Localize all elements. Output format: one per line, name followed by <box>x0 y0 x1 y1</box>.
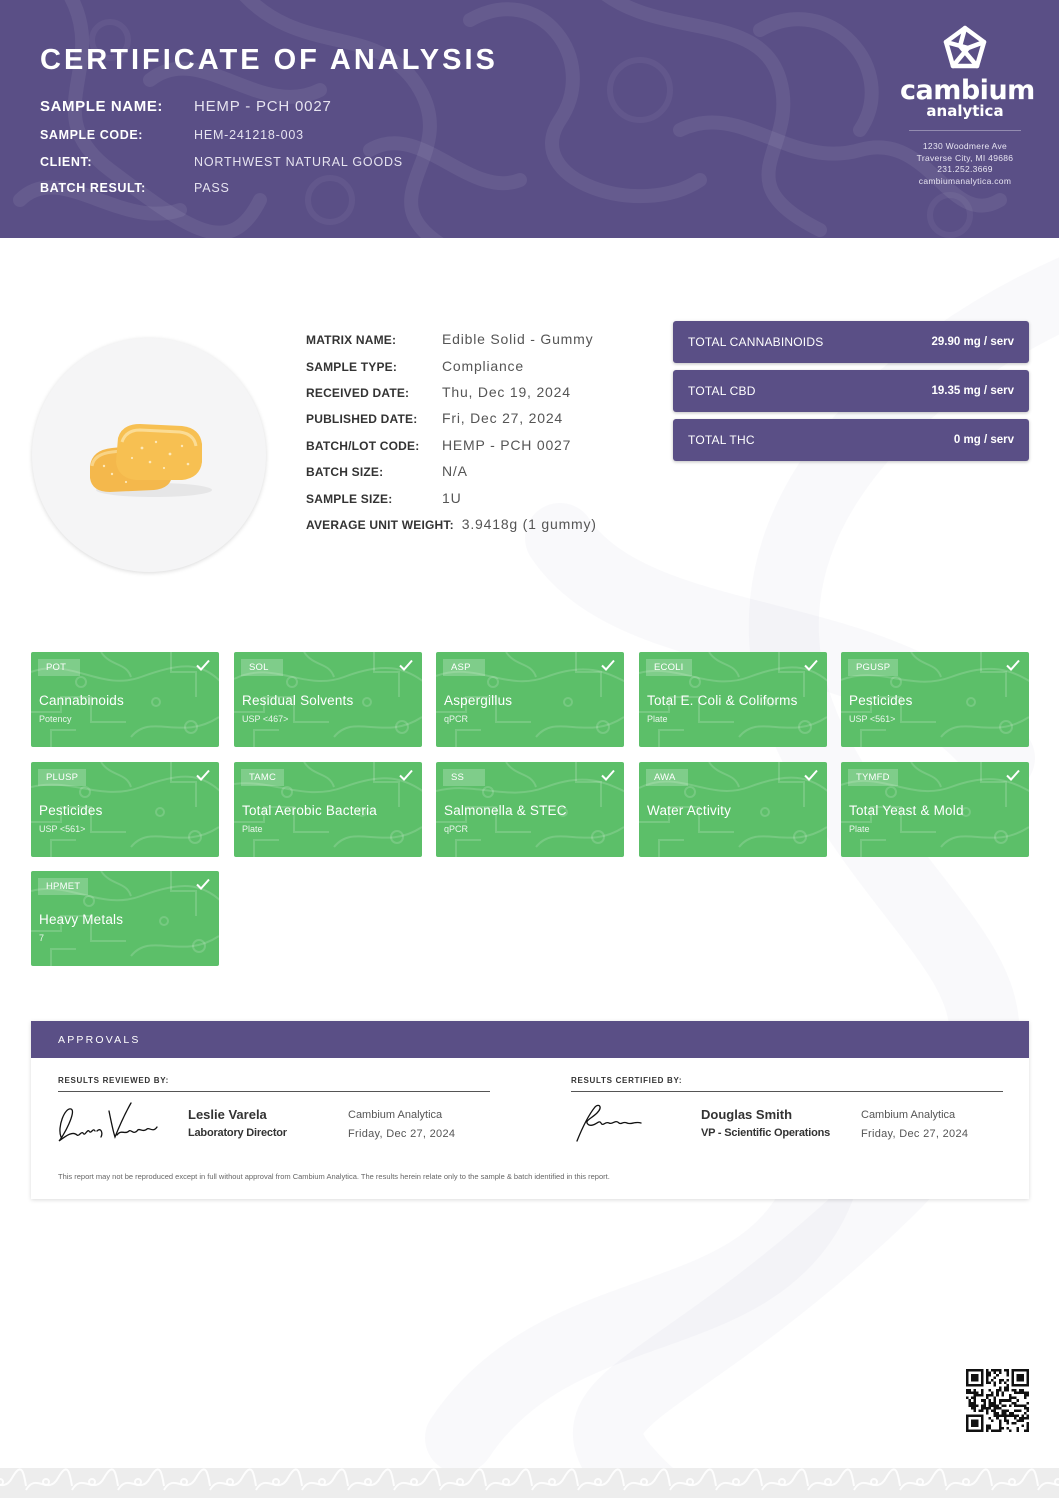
test-method: 7 <box>39 933 45 943</box>
batch-size-label: BATCH SIZE: <box>306 465 384 479</box>
total-thc-label: TOTAL THC <box>688 433 755 447</box>
test-code-badge: AWA <box>646 769 688 786</box>
pentagon-knot-icon <box>938 22 992 76</box>
sample-name-label: SAMPLE NAME: <box>40 98 164 115</box>
approvals-title: APPROVALS <box>31 1021 1029 1058</box>
test-tile[interactable] <box>436 762 624 857</box>
batch-result-label: BATCH RESULT: <box>40 181 146 195</box>
batch-result-value: PASS <box>194 181 230 195</box>
test-name: Cannabinoids <box>39 693 124 708</box>
test-code-badge: POT <box>38 659 80 676</box>
reviewed-divider <box>58 1091 490 1092</box>
certified-by-label: RESULTS CERTIFIED BY: <box>571 1076 683 1085</box>
certifier-name: Douglas Smith <box>701 1107 793 1122</box>
pass-check-icon <box>196 659 210 671</box>
pass-check-icon <box>196 769 210 781</box>
client-row <box>40 155 403 169</box>
pass-check-icon <box>804 769 818 781</box>
footer-pattern-band <box>0 1468 1059 1498</box>
total-cannabinoids-value: 29.90 mg / serv <box>931 336 1014 348</box>
received-date-row <box>306 384 571 400</box>
test-method: Plate <box>647 714 668 724</box>
pass-check-icon <box>804 659 818 671</box>
qr-code[interactable] <box>966 1369 1029 1432</box>
total-cbd-card <box>673 370 1029 412</box>
reviewed-by-label: RESULTS REVIEWED BY: <box>58 1076 170 1085</box>
test-method: USP <561> <box>39 824 86 834</box>
test-method: qPCR <box>444 824 469 834</box>
reviewer-date: Friday, Dec 27, 2024 <box>348 1128 456 1140</box>
test-tile[interactable] <box>31 762 219 857</box>
lab-address-line1: 1230 Woodmere Ave <box>922 141 1008 151</box>
test-tile[interactable] <box>234 652 422 747</box>
batch-size-row <box>306 463 468 479</box>
test-name: Salmonella & STEC <box>444 803 567 818</box>
unit-weight-value: 3.9418g (1 gummy) <box>461 516 597 532</box>
batch-result-row <box>40 181 230 195</box>
test-name: Aspergillus <box>444 693 513 708</box>
certifier-company: Cambium Analytica <box>861 1109 956 1121</box>
reviewer-signature <box>51 1097 163 1149</box>
lab-logo <box>900 22 1035 187</box>
test-code-badge: TAMC <box>241 769 284 786</box>
approvals-panel <box>31 1021 1029 1199</box>
test-name: Pesticides <box>849 693 913 708</box>
pass-check-icon <box>601 769 615 781</box>
footer-pattern <box>0 1468 1059 1498</box>
certifier-role: VP - Scientific Operations <box>701 1127 831 1139</box>
test-method: Potency <box>39 714 72 724</box>
sample-code-label: SAMPLE CODE: <box>40 128 144 142</box>
certified-divider <box>571 1091 1003 1092</box>
test-name: Heavy Metals <box>39 912 124 927</box>
received-date-value: Thu, Dec 19, 2024 <box>442 384 571 400</box>
sample-type-row <box>306 358 524 374</box>
sample-size-label: SAMPLE SIZE: <box>306 492 393 506</box>
published-date-label: PUBLISHED DATE: <box>306 412 418 426</box>
test-name: Total Aerobic Bacteria <box>242 803 377 818</box>
test-method: Plate <box>242 824 263 834</box>
sample-name-value: HEMP - PCH 0027 <box>194 98 332 115</box>
sample-size-row <box>306 490 462 506</box>
test-tile[interactable] <box>31 871 219 966</box>
product-photo <box>32 338 266 572</box>
sample-type-value: Compliance <box>442 358 524 374</box>
test-tile[interactable] <box>639 762 827 857</box>
test-name: Total Yeast & Mold <box>849 803 964 818</box>
matrix-name-value: Edible Solid - Gummy <box>442 331 594 347</box>
test-tile[interactable] <box>234 762 422 857</box>
sample-name-row <box>40 98 332 115</box>
test-code-badge: SS <box>443 769 485 786</box>
test-code-badge: SOL <box>241 659 283 676</box>
sample-code-value: HEM-241218-003 <box>194 128 304 142</box>
lab-phone: 231.252.3669 <box>937 164 993 174</box>
total-cbd-label: TOTAL CBD <box>688 384 756 398</box>
total-cannabinoids-label: TOTAL CANNABINOIDS <box>688 335 824 349</box>
matrix-name-row <box>306 331 593 347</box>
sample-code-row <box>40 128 304 142</box>
test-tile[interactable] <box>841 762 1029 857</box>
pass-check-icon <box>399 769 413 781</box>
test-tile[interactable] <box>31 652 219 747</box>
test-tile[interactable] <box>639 652 827 747</box>
lab-subname: analytica <box>926 102 1004 120</box>
test-method: USP <561> <box>849 714 896 724</box>
test-method: qPCR <box>444 714 469 724</box>
pass-check-icon <box>399 659 413 671</box>
client-label: CLIENT: <box>40 155 93 169</box>
test-tile[interactable] <box>841 652 1029 747</box>
lab-address-line2: Traverse City, MI 49686 <box>916 152 1014 163</box>
sample-type-label: SAMPLE TYPE: <box>306 360 398 374</box>
test-name: Pesticides <box>39 803 103 818</box>
published-date-row <box>306 410 563 426</box>
test-method: Plate <box>849 824 870 834</box>
test-name: Total E. Coli & Coliforms <box>647 693 798 708</box>
pass-check-icon <box>196 878 210 890</box>
reviewer-name: Leslie Varela <box>188 1107 267 1122</box>
batch-lot-row <box>306 437 571 453</box>
certifier-date: Friday, Dec 27, 2024 <box>861 1128 969 1140</box>
lab-website[interactable]: cambiumanalytica.com <box>918 175 1012 186</box>
report-header <box>0 0 1059 238</box>
logo-divider <box>909 130 1021 131</box>
pass-check-icon <box>1006 659 1020 671</box>
reviewer-role: Laboratory Director <box>188 1127 287 1139</box>
test-code-badge: ECOLI <box>646 659 692 676</box>
unit-weight-row <box>306 516 597 532</box>
report-title: CERTIFICATE OF ANALYSIS <box>40 44 498 76</box>
lab-name: cambium <box>900 75 1035 106</box>
total-thc-card <box>673 419 1029 461</box>
test-name: Residual Solvents <box>242 693 354 708</box>
sample-size-value: 1U <box>442 490 462 506</box>
unit-weight-label: AVERAGE UNIT WEIGHT: <box>306 518 454 532</box>
test-code-badge: ASP <box>443 659 485 676</box>
certifier-signature <box>569 1097 653 1149</box>
client-value: NORTHWEST NATURAL GOODS <box>194 155 403 169</box>
test-code-badge: TYMFD <box>848 769 898 786</box>
batch-lot-label: BATCH/LOT CODE: <box>306 439 420 453</box>
test-method: USP <467> <box>242 714 289 724</box>
published-date-value: Fri, Dec 27, 2024 <box>442 410 563 426</box>
test-code-badge: PLUSP <box>38 769 86 786</box>
reviewer-company: Cambium Analytica <box>348 1109 443 1121</box>
test-tile[interactable] <box>436 652 624 747</box>
batch-lot-value: HEMP - PCH 0027 <box>442 437 572 453</box>
pass-check-icon <box>601 659 615 671</box>
batch-size-value: N/A <box>442 463 468 479</box>
test-name: Water Activity <box>647 803 732 818</box>
test-code-badge: PGUSP <box>848 659 898 676</box>
gummy-photo <box>32 338 266 572</box>
total-cannabinoids-card <box>673 321 1029 363</box>
report-disclaimer: This report may not be reproduced except in full without approval from Cambium Analytica. The results herein relate only to the sample & batch identified in this report. <box>58 1172 610 1181</box>
total-thc-value: 0 mg / serv <box>953 434 1014 446</box>
total-cbd-value: 19.35 mg / serv <box>931 385 1014 397</box>
test-code-badge: HPMET <box>38 878 88 895</box>
pass-check-icon <box>1006 769 1020 781</box>
received-date-label: RECEIVED DATE: <box>306 386 410 400</box>
matrix-name-label: MATRIX NAME: <box>306 333 397 347</box>
